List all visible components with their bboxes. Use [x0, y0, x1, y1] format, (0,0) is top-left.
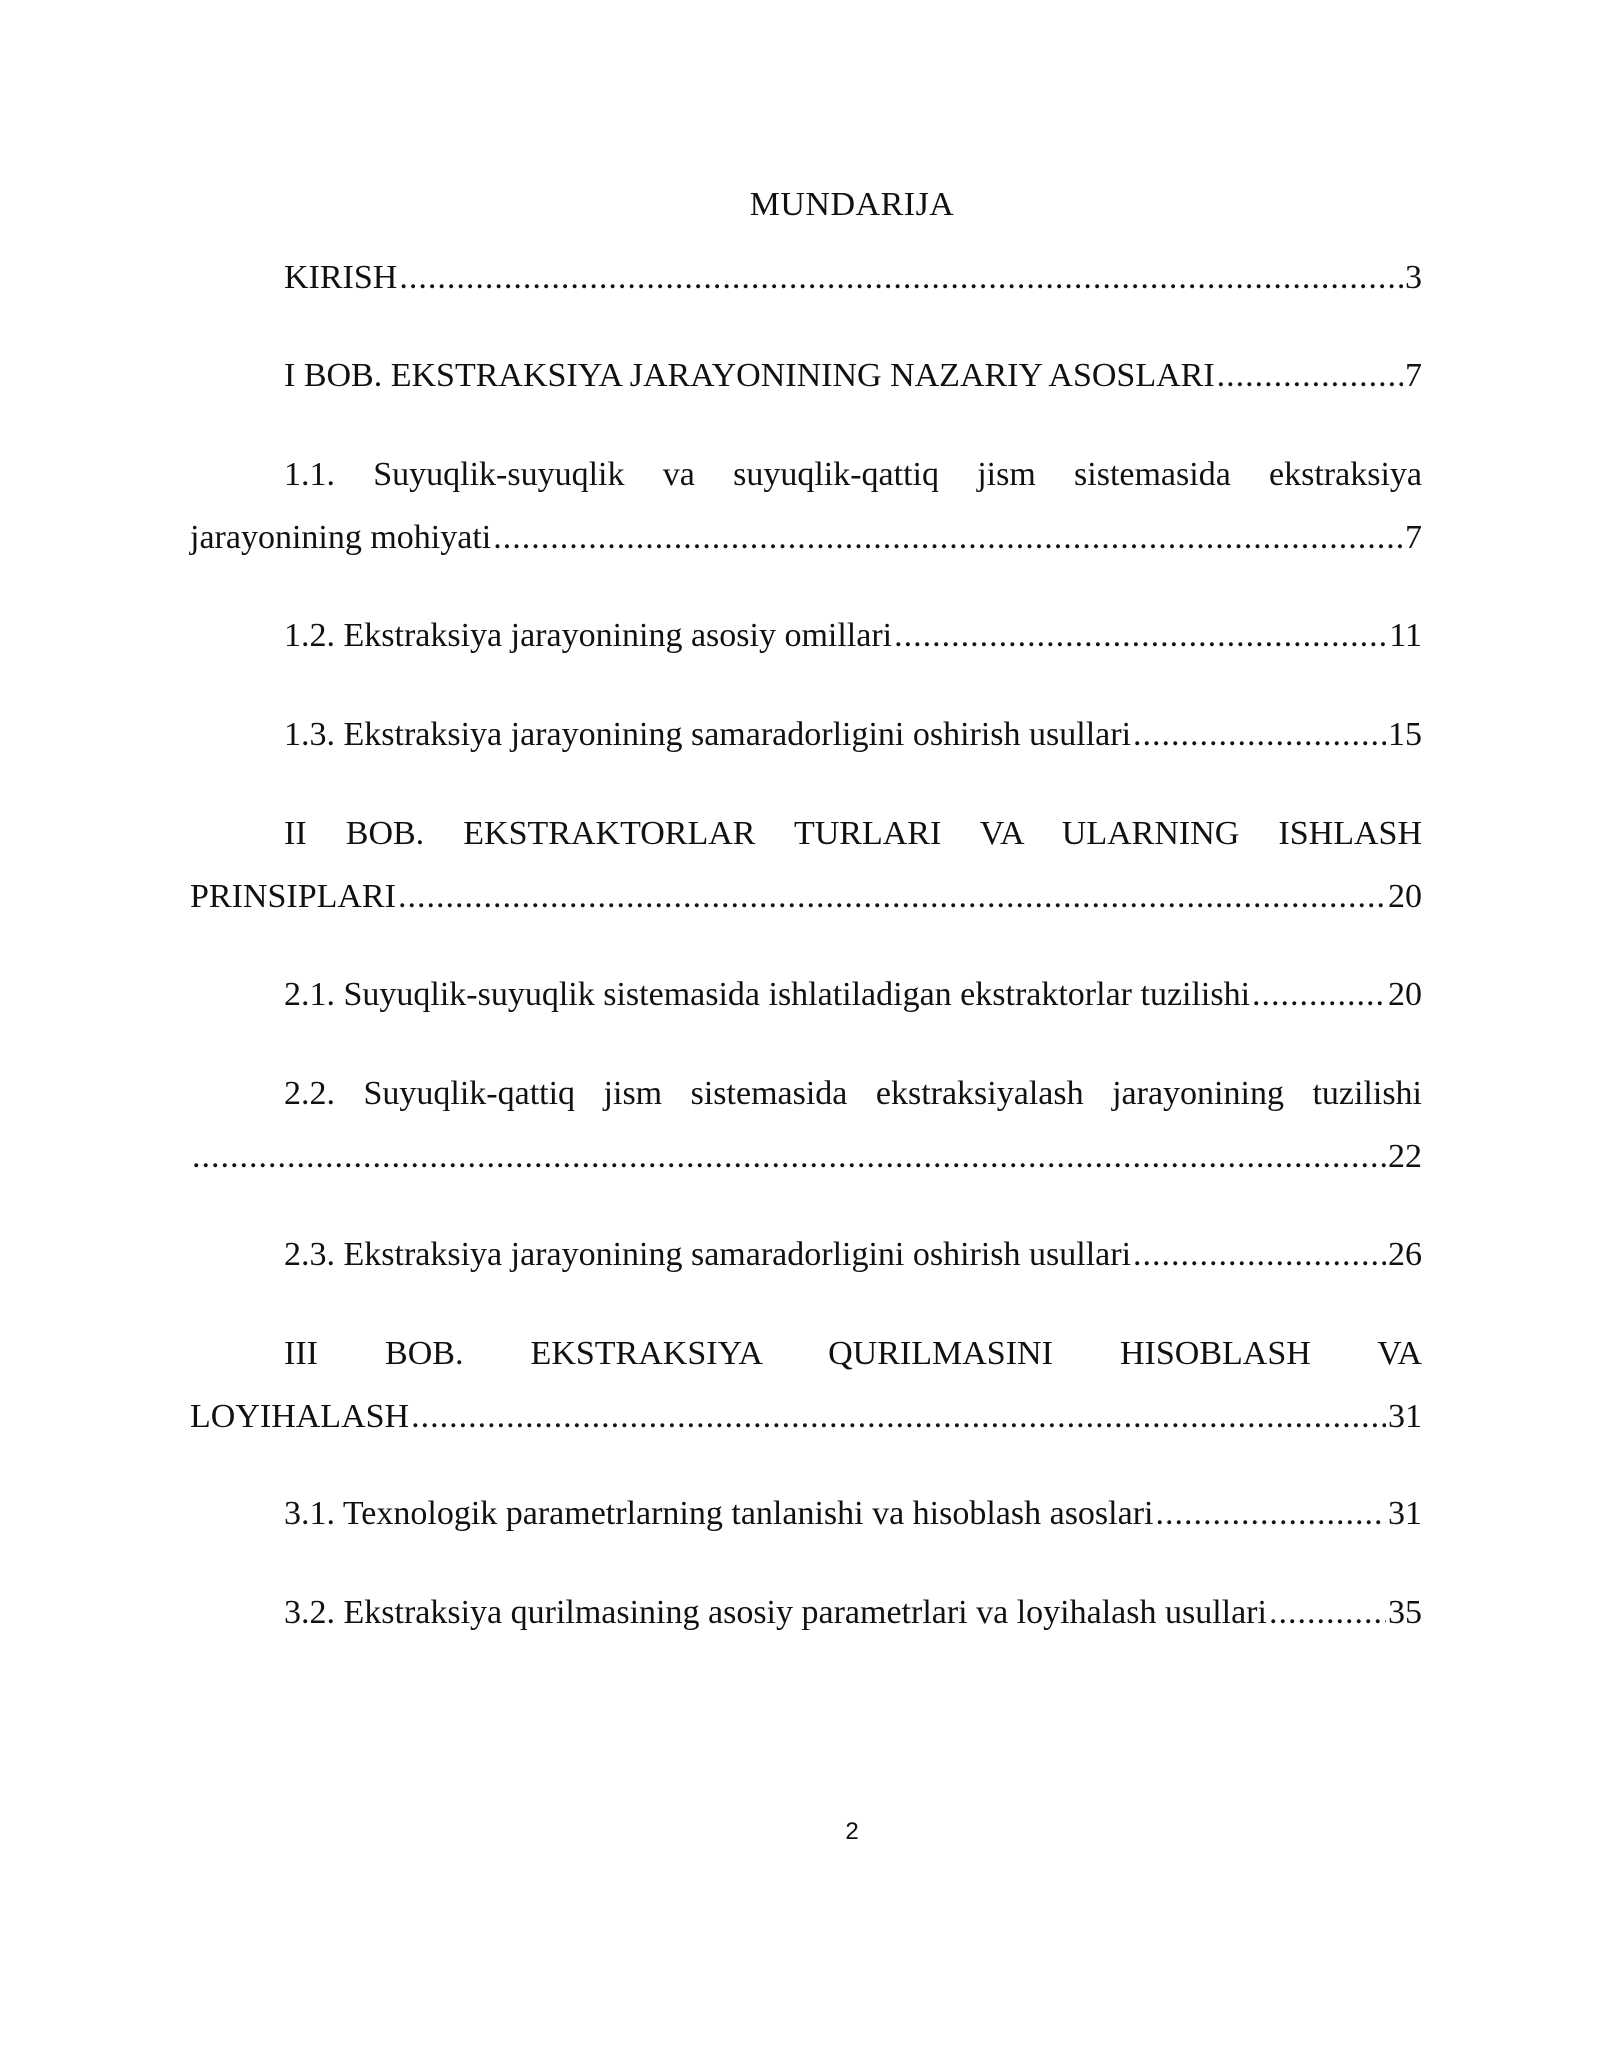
toc-entry-page: 31: [1388, 1495, 1422, 1532]
toc-entry-section-3-2[interactable]: [190, 1581, 1422, 1644]
toc-entry-label: 2.2. Suyuqlik-qattiq jism sistemasida ekstraksiyalash jarayonining tuzilishi: [284, 1075, 1422, 1112]
toc-entry-label: 3.2. Ekstraksiya qurilmasining asosiy parametrlari va loyihalash usullari: [284, 1594, 1267, 1631]
toc-entry-page: 31: [1388, 1398, 1422, 1435]
leader-dots: [398, 865, 1386, 928]
leader-dots: [1252, 963, 1386, 1026]
toc-entry-label: 1.2. Ekstraksiya jarayonining asosiy omillari: [284, 617, 893, 654]
toc-entry-label: 1.3. Ekstraksiya jarayonining samaradorligini oshirish usullari: [284, 716, 1132, 753]
toc-entry-label-continued: LOYIHALASH: [190, 1398, 410, 1435]
toc-entry-page: 20: [1388, 878, 1422, 915]
toc-entry-page: 7: [1405, 357, 1422, 394]
toc-entry-section-1-1[interactable]: [190, 443, 1422, 569]
toc-title: MUNDARIJA: [749, 186, 955, 223]
toc-entry-label-continued: PRINSIPLARI: [190, 878, 396, 915]
leader-dots: [1133, 703, 1386, 766]
leader-dots: [399, 246, 1403, 309]
toc-entry-section-2-3[interactable]: [190, 1223, 1422, 1286]
toc-entry-section-1-2[interactable]: [190, 604, 1422, 667]
toc-entry-section-1-3[interactable]: [190, 703, 1422, 766]
toc-entry-section-2-1[interactable]: [190, 963, 1422, 1026]
toc-entry-section-3-1[interactable]: [190, 1482, 1422, 1545]
toc-entry-label: 2.1. Suyuqlik-suyuqlik sistemasida ishlatiladigan ekstraktorlar tuzilishi: [284, 976, 1251, 1013]
toc-entry-chapter-3[interactable]: [190, 1322, 1422, 1448]
toc-entry-page: 11: [1389, 617, 1422, 654]
toc-entry-page: 35: [1388, 1594, 1422, 1631]
leader-dots: [1133, 1223, 1386, 1286]
leader-dots: [1217, 344, 1403, 407]
leader-dots: [192, 1125, 1386, 1188]
leader-dots: [894, 604, 1387, 667]
toc-entry-page: 26: [1388, 1236, 1422, 1273]
toc-entry-section-2-2[interactable]: [190, 1062, 1422, 1188]
toc-entry-label: KIRISH: [284, 259, 398, 296]
toc-entry-chapter-2[interactable]: [190, 802, 1422, 928]
leader-dots: [1269, 1581, 1386, 1644]
leader-dots: [1155, 1482, 1386, 1545]
page-number: 2: [845, 1818, 859, 1845]
toc-entry-label: 1.1. Suyuqlik-suyuqlik va suyuqlik-qattiq jism sistemasida ekstraksiya: [284, 456, 1422, 493]
toc-entry-label-continued: jarayonining mohiyati: [190, 519, 492, 556]
toc-entry-label: III BOB. EKSTRAKSIYA QURILMASINI HISOBLASH VA: [284, 1335, 1422, 1372]
toc-entry-label: I BOB. EKSTRAKSIYA JARAYONINING NAZARIY ASOSLARI: [284, 357, 1215, 394]
toc-entry-page: 15: [1388, 716, 1422, 753]
toc-entry-page: 3: [1405, 259, 1422, 296]
toc-entry-introduction[interactable]: [190, 246, 1422, 309]
toc-entry-page: 20: [1388, 976, 1422, 1013]
toc-entry-chapter-1[interactable]: [190, 344, 1422, 407]
toc-entry-page: 7: [1405, 519, 1422, 556]
toc-entry-label: 2.3. Ekstraksiya jarayonining samaradorligini oshirish usullari: [284, 1236, 1132, 1273]
toc-entry-page: 22: [1388, 1138, 1422, 1175]
leader-dots: [493, 506, 1403, 569]
toc-entry-label: II BOB. EKSTRAKTORLAR TURLARI VA ULARNING ISHLASH: [284, 815, 1422, 852]
leader-dots: [411, 1385, 1386, 1448]
toc-entry-label: 3.1. Texnologik parametrlarning tanlanishi va hisoblash asoslari: [284, 1495, 1154, 1532]
